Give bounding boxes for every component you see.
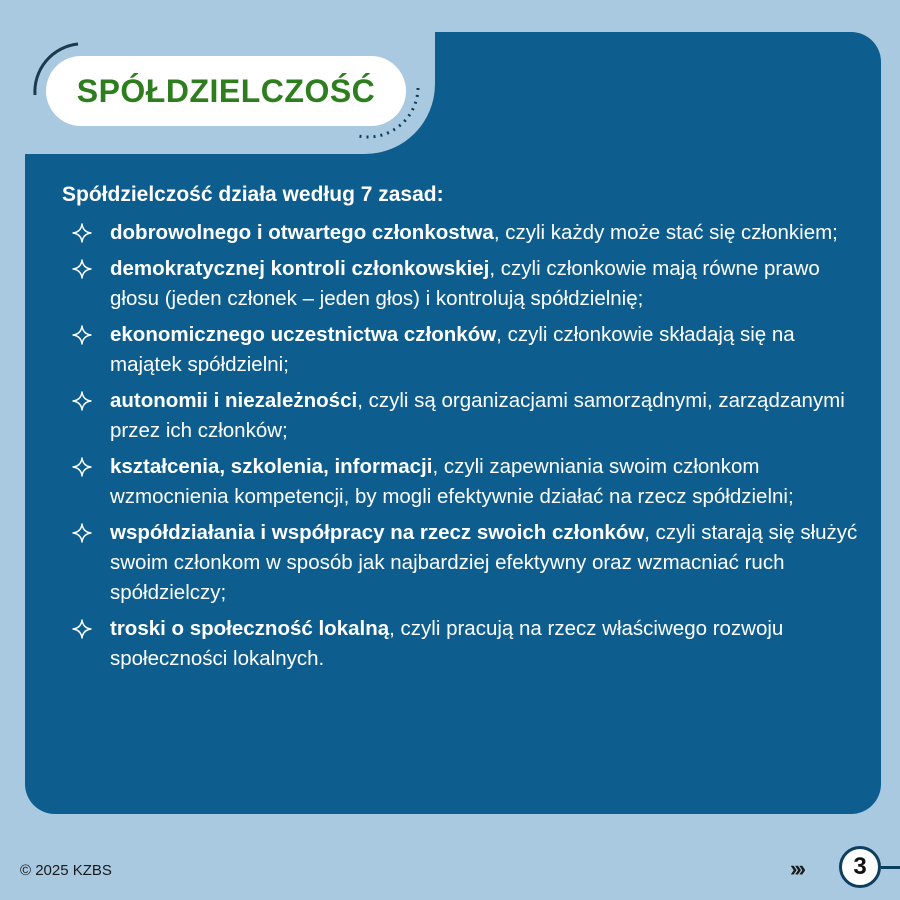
chevrons-right-icon[interactable]: ››› xyxy=(790,856,803,881)
list-item xyxy=(62,614,862,674)
principle-description: , czyli są organizacjami samorządnymi, zarządzanymi przez ich członków; xyxy=(110,389,845,442)
badge-line xyxy=(881,866,900,869)
principle-term: ekonomicznego uczestnictwa członków xyxy=(110,323,497,346)
sparkle-icon xyxy=(70,218,94,248)
principles-list xyxy=(62,218,862,674)
principle-term: kształcenia, szkolenia, informacji xyxy=(110,455,433,478)
principle-term: współdziałania i współpracy na rzecz swoich członków xyxy=(110,521,645,544)
principle-term: troski o społeczność lokalną xyxy=(110,617,390,640)
sparkle-icon xyxy=(70,320,94,350)
principles-section xyxy=(62,180,862,680)
principle-description: , czyli pracują na rzecz właściwego rozwoju społeczności lokalnych. xyxy=(110,617,784,670)
list-item xyxy=(62,218,862,248)
page-number-badge: 3 xyxy=(839,846,881,888)
principle-description: , czyli członkowie mają równe prawo głosu (jeden członek – jeden głos) i kontrolują spółdzielnię; xyxy=(110,257,820,310)
principle-description: , czyli każdy może stać się członkiem; xyxy=(493,221,838,244)
intro-text: Spółdzielczość działa według 7 zasad: xyxy=(62,183,444,206)
principle-description: , czyli starają się służyć swoim członkom w sposób jak najbardziej efektywny oraz wzmacniać ruch spółdzielczy; xyxy=(110,521,858,604)
sparkle-icon xyxy=(70,518,94,548)
sparkle-icon xyxy=(70,452,94,482)
principle-term: demokratycznej kontroli członkowskiej xyxy=(110,257,490,280)
sparkle-icon xyxy=(70,254,94,284)
page-title: SPÓŁDZIELCZOŚĆ xyxy=(76,72,376,109)
principle-description: , czyli zapewniania swoim członkom wzmocnienia kompetencji, by mogli efektywnie działać na rzecz spółdzielni; xyxy=(110,455,794,508)
list-item xyxy=(62,386,862,446)
principle-term: dobrowolnego i otwartego członkostwa xyxy=(110,221,494,244)
principle-term: autonomii i niezależności xyxy=(110,389,358,412)
list-item xyxy=(62,320,862,380)
list-item xyxy=(62,254,862,314)
copyright-text: © 2025 KZBS xyxy=(20,862,112,879)
principle-description: , czyli członkowie składają się na majątek spółdzielni; xyxy=(110,323,795,376)
list-item xyxy=(62,452,862,512)
title-pill xyxy=(46,56,406,126)
list-item xyxy=(62,518,862,608)
sparkle-icon xyxy=(70,386,94,416)
sparkle-icon xyxy=(70,614,94,644)
